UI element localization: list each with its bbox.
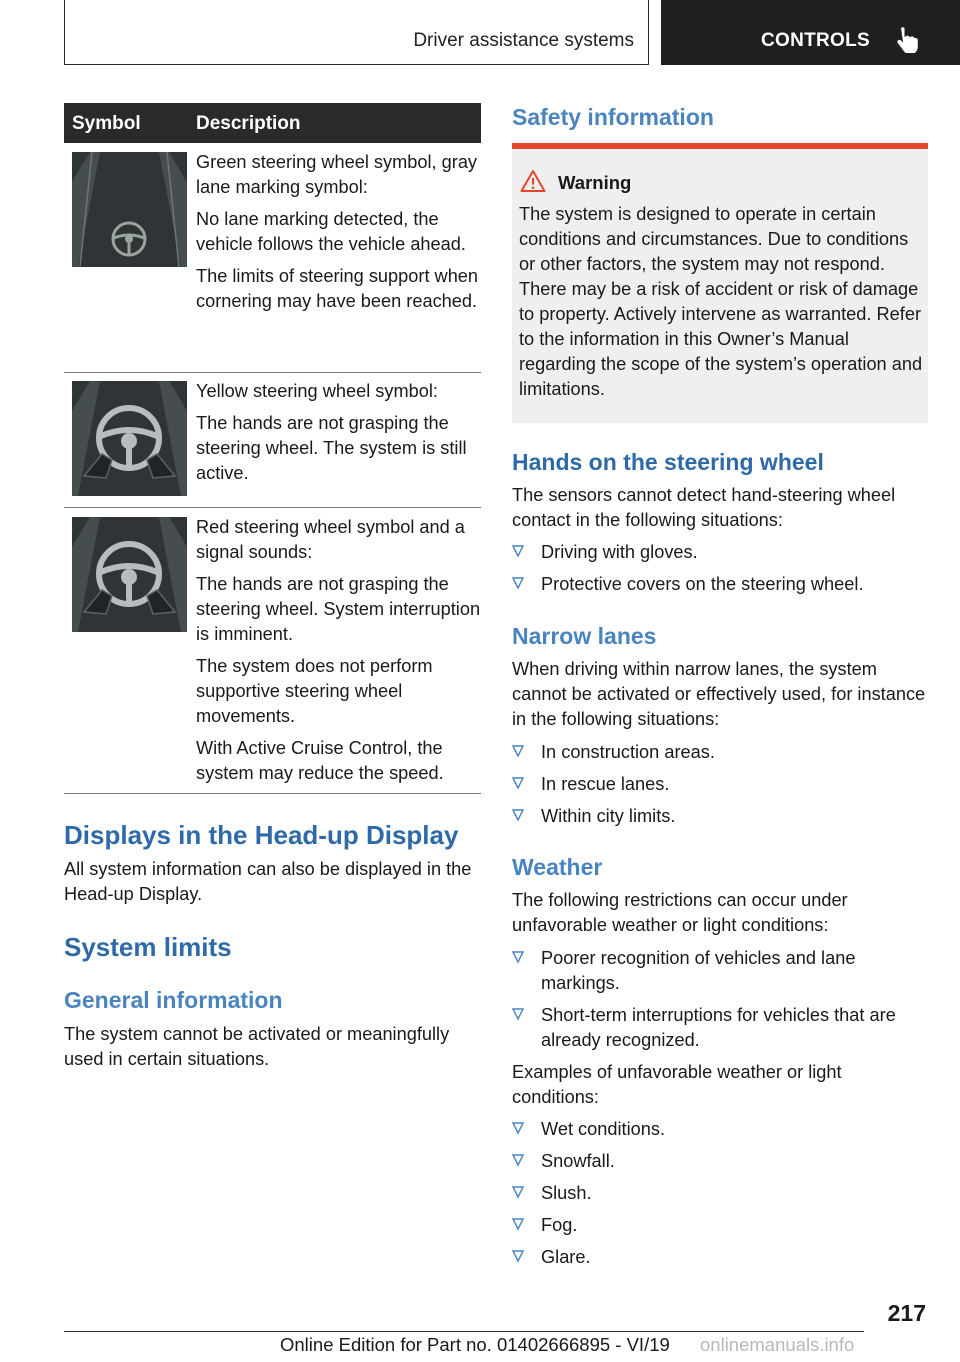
hands-text: The sensors cannot detect hand-steering wheel contact in the following situations: (512, 485, 896, 530)
row-text: No lane marking detected, the vehicle follows the vehicle ahead. (196, 209, 466, 254)
row-text: The hands are not grasping the steering wheel. System interruption is imminent. (196, 574, 481, 644)
hud-heading: Displays in the Head-up Display (64, 820, 459, 850)
list-item (512, 1181, 928, 1206)
list-item-text: Within city limits. (541, 806, 676, 826)
footer-edition: Online Edition for Part no. 01402666895 - VI/19 (280, 1334, 670, 1355)
header-section-title: Driver assistance systems (413, 30, 634, 51)
row-text: Yellow steering wheel symbol: (196, 381, 438, 401)
bullet-triangle-icon (512, 809, 524, 822)
row-description (196, 150, 481, 314)
list-item-text: Protective covers on the steering wheel. (541, 574, 864, 594)
list-item (512, 1003, 928, 1053)
list-item (512, 540, 928, 565)
warning-title: Warning (558, 172, 632, 193)
list-item-text: Fog. (541, 1215, 578, 1235)
hand-pointer-icon (893, 26, 919, 54)
general-info-heading: General information (64, 987, 283, 1013)
warning-triangle-icon (520, 169, 546, 193)
bullet-triangle-icon (512, 1008, 524, 1021)
warning-box (512, 149, 928, 423)
bullet-triangle-icon (512, 1218, 524, 1231)
header-chapter-box (661, 0, 960, 65)
bullet-triangle-icon (512, 745, 524, 758)
list-item (512, 804, 928, 829)
row-description (196, 515, 481, 786)
bullet-triangle-icon (512, 577, 524, 590)
general-info-text: The system cannot be activated or meaningfully used in certain situations. (64, 1024, 450, 1069)
bullet-triangle-icon (512, 1250, 524, 1263)
hands-list (512, 540, 928, 604)
green-steering-wheel-icon (72, 152, 187, 267)
list-item (512, 1149, 928, 1174)
row-text: Green steering wheel symbol, gray lane marking symbol: (196, 152, 478, 197)
narrow-text: When driving within narrow lanes, the system cannot be activated or effectively used, for instance in the following situations: (512, 659, 926, 729)
footer-rule (64, 1331, 864, 1332)
list-item-text: Slush. (541, 1183, 592, 1203)
list-item-text: Glare. (541, 1247, 591, 1267)
list-item-text: Short-term interruptions for vehicles that are already recognized. (541, 1005, 896, 1050)
row-text: The limits of steering support when cornering may have been reached. (196, 266, 479, 311)
weather-list (512, 946, 928, 1060)
bullet-triangle-icon (512, 1122, 524, 1135)
list-item-text: In construction areas. (541, 742, 715, 762)
footer-watermark: onlinemanuals.info (700, 1334, 855, 1355)
safety-heading: Safety information (512, 104, 714, 130)
row-text: The hands are not grasping the steering wheel. The system is still active. (196, 413, 467, 483)
weather-text: The following restrictions can occur under unfavorable weather or light conditions: (512, 890, 848, 935)
red-steering-wheel-hands-icon (72, 517, 187, 632)
list-item (512, 1117, 928, 1142)
bullet-triangle-icon (512, 545, 524, 558)
list-item-text: Wet conditions. (541, 1119, 666, 1139)
narrow-heading: Narrow lanes (512, 623, 657, 649)
warning-text: The system is designed to operate in certain conditions and circumstances. Due to conditions or other factors, the system may not respond. There may be a risk of accident or risk of damage to property. Actively intervene as warranted. Refer to the information in this Owner’s Manual regarding the scope of the system’s operation and limitations. (519, 204, 923, 399)
table-col-symbol: Symbol (72, 113, 141, 134)
list-item (512, 772, 928, 797)
table-row (64, 143, 481, 373)
hud-text: All system information can also be displayed in the Head-up Display. (64, 859, 472, 904)
bullet-triangle-icon (512, 1186, 524, 1199)
limits-heading: System limits (64, 932, 232, 962)
weather-heading: Weather (512, 854, 603, 880)
list-item (512, 740, 928, 765)
page-number: 217 (887, 1300, 926, 1326)
table-row (64, 508, 481, 794)
list-item-text: Poorer recognition of vehicles and lane markings. (541, 948, 856, 993)
list-item (512, 946, 928, 996)
bullet-triangle-icon (512, 1154, 524, 1167)
row-text: The system does not perform supportive steering wheel movements. (196, 656, 433, 726)
list-item (512, 1245, 928, 1270)
narrow-list (512, 740, 928, 836)
row-description (196, 379, 481, 486)
header-section-box (64, 0, 649, 65)
list-item (512, 1213, 928, 1238)
table-header (64, 103, 481, 143)
bullet-triangle-icon (512, 951, 524, 964)
weather-examples-list (512, 1117, 928, 1277)
table-row (64, 373, 481, 508)
row-text: With Active Cruise Control, the system may reduce the speed. (196, 738, 444, 783)
list-item-text: Driving with gloves. (541, 542, 698, 562)
row-text: Red steering wheel symbol and a signal sounds: (196, 517, 465, 562)
list-item (512, 572, 928, 597)
list-item-text: Snowfall. (541, 1151, 615, 1171)
weather-examples-text: Examples of unfavorable weather or light conditions: (512, 1062, 842, 1107)
header-chapter-title: CONTROLS (761, 30, 871, 51)
hands-heading: Hands on the steering wheel (512, 449, 824, 475)
list-item-text: In rescue lanes. (541, 774, 670, 794)
bullet-triangle-icon (512, 777, 524, 790)
symbol-table (64, 103, 481, 794)
yellow-steering-wheel-hands-icon (72, 381, 187, 496)
table-col-description: Description (196, 113, 301, 134)
